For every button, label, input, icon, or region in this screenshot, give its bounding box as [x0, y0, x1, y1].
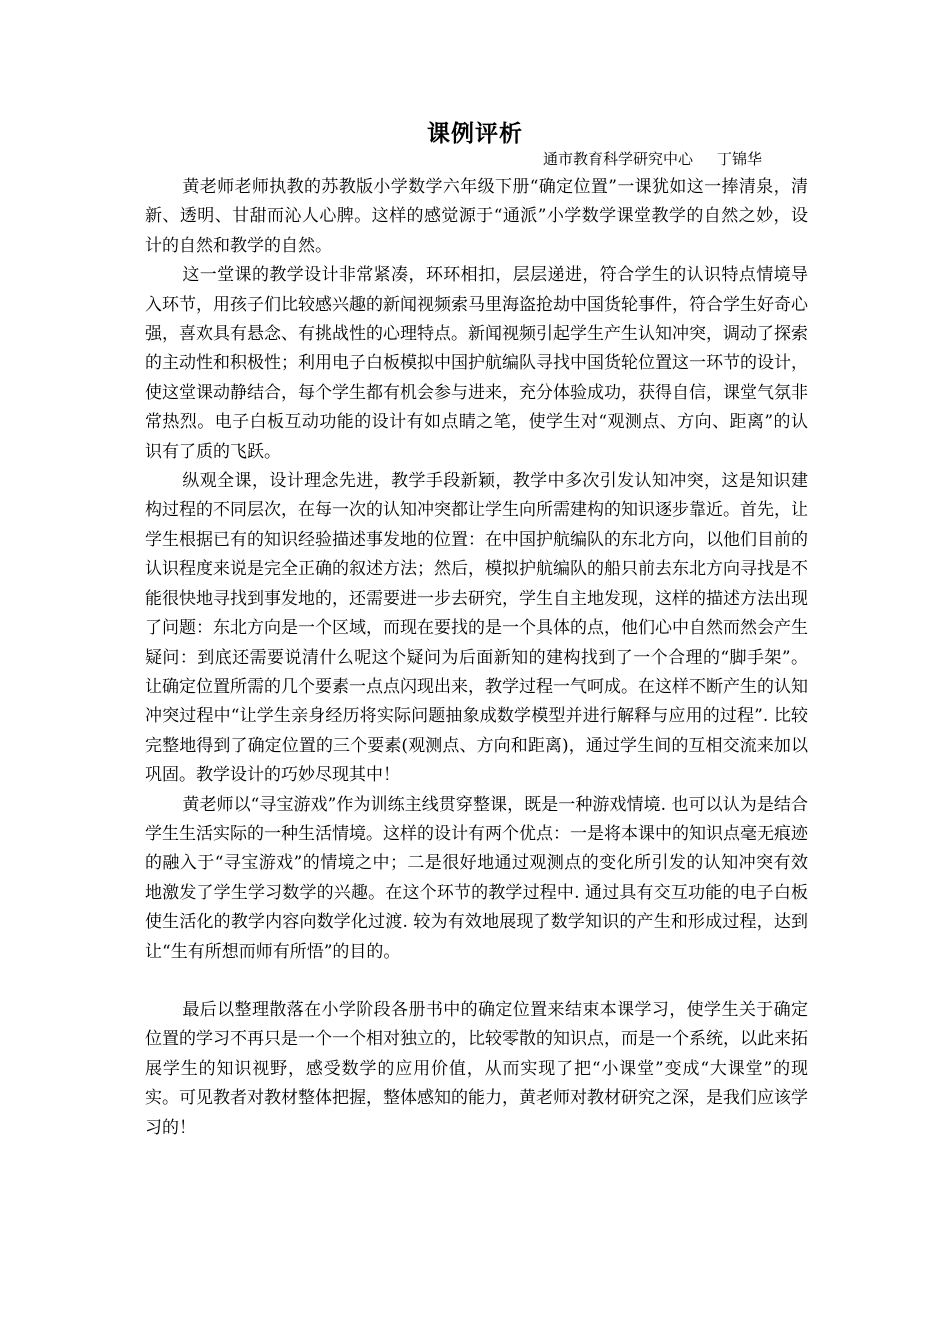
paragraph-3: 纵观全课，设计理念先进，教学手段新颖，教学中多次引发认知冲突，这是知识建构过程的不同层次，在每一次的认知冲突都让学生向所需建构的知识逐步靠近。首先，让学生根据已有的知识经验描述事发地的位置：在中国护航编队的东北方向，以他们目前的认识程度来说是完全正确的叙述方法；然后，模拟护航编队的船只前去东北方向寻找是不能很快地寻找到事发地的，还需要进一步去研究，学生自主地发现，这样的描述方法出现了问题：东北方向是一个区域，而现在要找的是一个具体的点，他们心中自然而然会产生疑问：到底还需要说清什么呢这个疑问为后面新知的建构找到了一个合理的“脚手架”。让确定位置所需的几个要素一点点闪现出来，教学过程一气呵成。在这样不断产生的认知冲突过程中“让学生亲身经历将实际问题抽象成数学模型并进行解释与应用的过程”. 比较完整地得到了确定位置的三个要素(观测点、方向和距离)，通过学生间的互相交流来加以巩固。教学设计的巧妙尽现其中！ — [145, 471, 808, 786]
paragraph-2: 这一堂课的教学设计非常紧凑，环环相扣，层层递进，符合学生的认识特点情境导入环节，用孩子们比较感兴趣的新闻视频索马里海盗抢劫中国货轮事件，符合学生好奇心强，喜欢具有悬念、有挑战性的心理特点。新闻视频引起学生产生认知冲突，调动了探索的主动性和积极性；利用电子白板模拟中国护航编队寻找中国货轮位置这一环节的设计，使这堂课动静结合，每个学生都有机会参与进来，充分体验成功，获得自信，课堂气氛非常热烈。电子白板互动功能的设计有如点睛之笔，使学生对“观测点、方向、距离”的认识有了质的飞跃。 — [145, 265, 808, 462]
byline-author: 丁锦华 — [717, 150, 763, 168]
paragraph-5: 最后以整理散落在小学阶段各册书中的确定位置来结束本课学习，使学生关于确定位置的学习不再只是一个一个相对独立的，比较零散的知识点，而是一个系统，以此来拓展学生的知识视野，感受数学的应用价值，从而实现了把“小课堂”变成“大课堂”的现实。可见教者对教材整体把握，整体感知的能力，黄老师对教材研究之深，是我们应该学习的！ — [145, 999, 808, 1138]
document-body — [145, 173, 808, 1143]
paragraph-4: 黄老师以“寻宝游戏”作为训练主线贯穿整课，既是一种游戏情境. 也可以认为是结合学生生活实际的一种生活情境。这样的设计有两个优点：一是将本课中的知识点毫无痕迹的融入于“寻宝游戏”的情境之中；二是很好地通过观测点的变化所引发的认知冲突有效地激发了学生学习数学的兴趣。在这个环节的教学过程中. 通过具有交互功能的电子白板使生活化的教学内容向数学化过渡. 较为有效地展现了数学知识的产生和形成过程，达到让“生有所想而师有所悟”的目的。 — [145, 794, 808, 962]
document-title: 课例评析 — [427, 121, 523, 147]
paragraph-1: 黄老师老师执教的苏教版小学数学六年级下册“确定位置”一课犹如这一捧清泉，清新、透明、甘甜而沁人心脾。这样的感觉源于“通派”小学数学课堂教学的自然之妙，设计的自然和教学的自然。 — [145, 177, 808, 256]
byline — [543, 148, 762, 170]
byline-organization: 通市教育科学研究中心 — [543, 150, 694, 168]
